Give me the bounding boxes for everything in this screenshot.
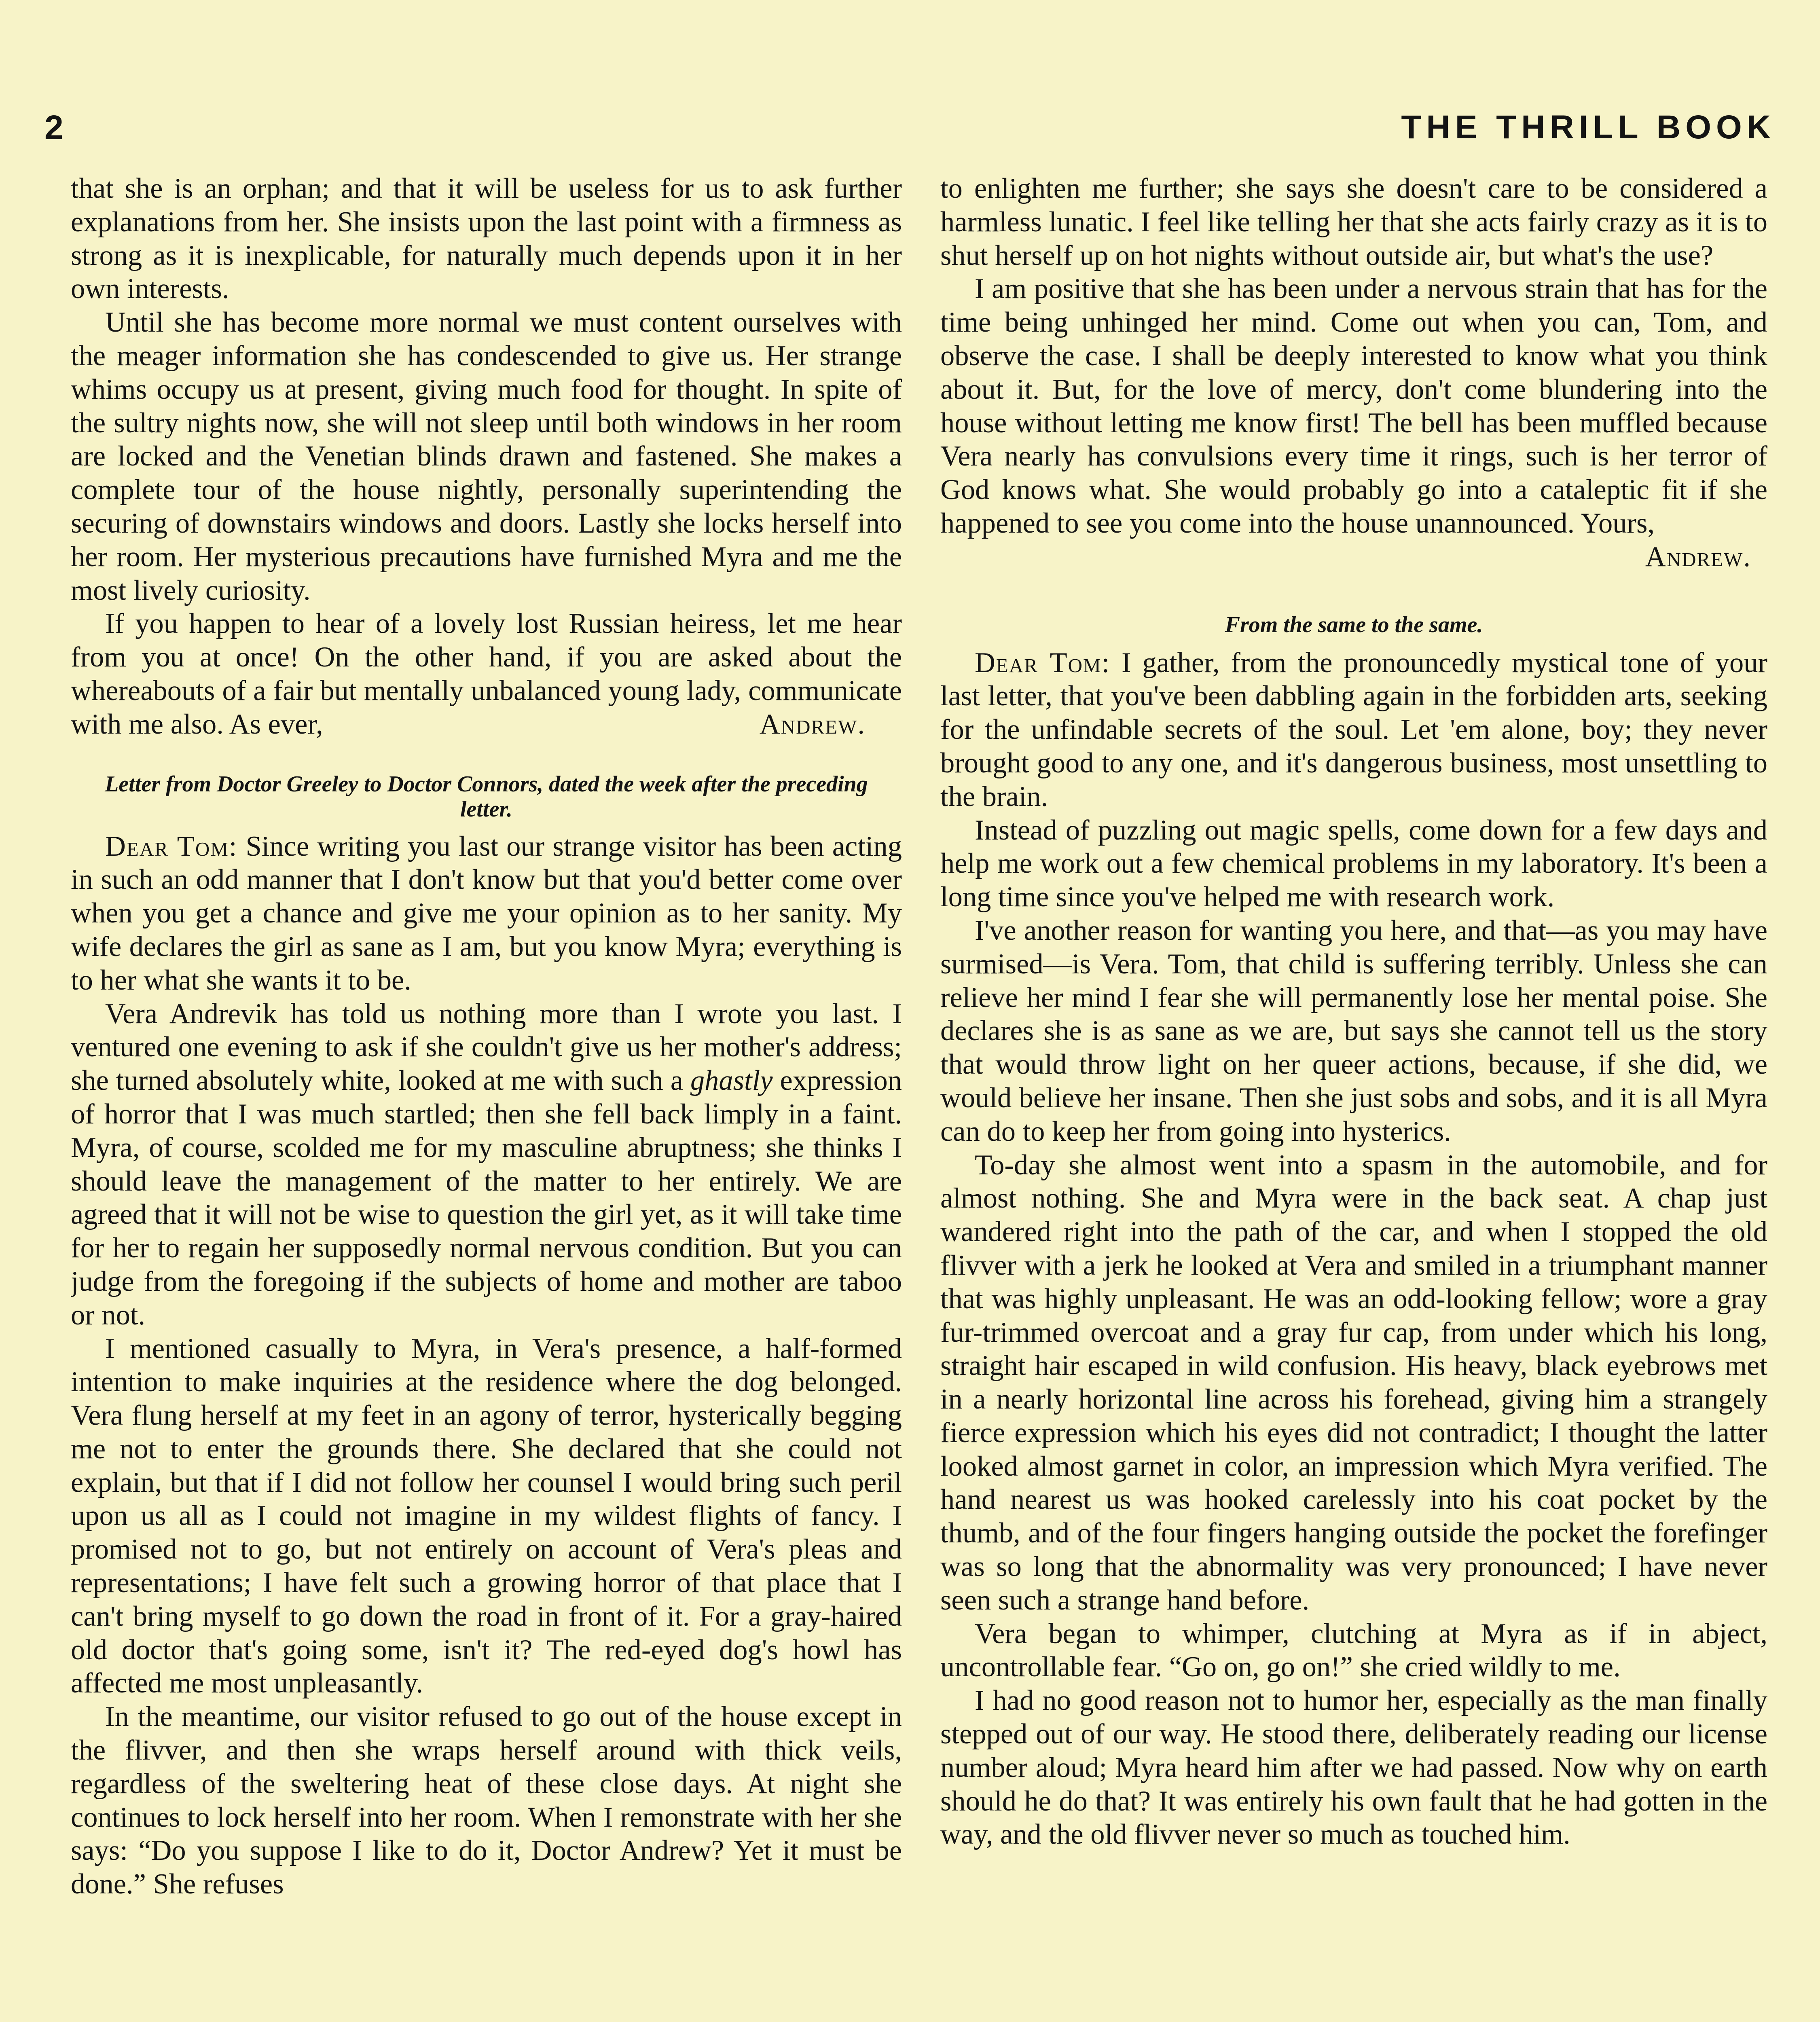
paragraph-text: If you happen to hear of a lovely lost Russian heiress, let me hear from you at once! On the other hand, if you are asked about the whereabouts of a fair but mentally unbalanced young lady, communicate with me also. As ever, <box>71 608 902 740</box>
paragraph: I mentioned casually to Myra, in Vera's presence, a half-formed intention to make inquiries at the residence where the dog belonged. Vera flung herself at my feet in an agony of terror, hysterically begging me not to enter the grounds there. She declared that she could not explain, but that if I did not follow her counsel I would bring such peril upon us all as I could not imagine in my wildest flights of fancy. I promised not to go, but not entirely on account of Vera's pleas and representations; I have felt such a growing horror of that place that I can't bring myself to go down the road in front of it. For a gray-haired old doctor that's going some, isn't it? The red-eyed dog's howl has affected me most unpleasantly. <box>71 1332 902 1699</box>
paragraph: In the meantime, our visitor refused to go out of the house except in the flivver, and then she wraps herself around with thick veils, regardless of the sweltering heat of these close days. At night she continues to lock herself into her room. When I remonstrate with her she says: “Do you suppose I like to do it, Doctor Andrew? Yet it must be done.” She refuses <box>71 1701 902 1900</box>
paragraph: I've another reason for wanting you here, and that—as you may have surmised—is Vera. Tom, that child is suffering terribly. Unless she can relieve her mind I fear she will permanently lose her mental poise. She declares she is as sane as we are, but says she cannot tell us the story that would throw light on her queer actions, because, if she did, we would believe her insane. Then she just sobs and sobs, and it is all Myra can do to keep her from going into hysterics. <box>940 914 1767 1147</box>
paragraph-text: expression of horror that I was much startled; then she fell back limply in a faint. Myra, of course, scolded me for my masculine abruptness; she thinks I should leave the management of the matter to her entirely. We are agreed that it will not be wise to question the girl yet, as it will take time for her to regain her supposedly normal nervous condition. But you can judge from the foregoing if the subjects of home and mother are taboo or not. <box>71 1065 902 1331</box>
page-header <box>44 103 1776 152</box>
emphasis-text: ghastly <box>690 1065 773 1097</box>
paragraph <box>940 272 1767 573</box>
paragraph: that she is an orphan; and that it will be useless for us to ask further explanations from her. She insists upon the last point with a firmness as strong as it is inexplicable, for naturally much depends upon it in her own interests. <box>71 173 902 305</box>
paragraph-text: Since writing you last our strange visitor has been acting in such an odd manner that I don't know but that you'd better come over when you get a chance and give me your opinion as to her sanity. My wife declares the girl as sane as I am, but you know Myra; everything is to her what she wants it to be. <box>71 830 902 996</box>
paragraph <box>940 646 1767 814</box>
paragraph: To-day she almost went into a spasm in the automobile, and for almost nothing. She and Myra were in the back seat. A chap just wandered right into the path of the car, and when I stopped the old flivver with a jerk he looked at Vera and smiled in a triumphant manner that was highly unpleasant. He was an odd-looking fellow; wore a gray fur-trimmed overcoat and a gray fur cap, from under which his long, straight hair escaped in wild confusion. His heavy, black eyebrows met in a nearly horizontal line across his forehead, giving him a strangely fierce expression which his eyes did not contradict; I thought the latter looked almost garnet in color, an impression which Myra verified. The hand nearest us was hooked carelessly into his coat pocket by the thumb, and of the four fingers hanging outside the pocket the forefinger was so long that the abnormality was very pronounced; I have never seen such a strange hand before. <box>940 1149 1767 1616</box>
paragraph: to enlighten me further; she says she doesn't care to be considered a harmless lunatic. I feel like telling her that she acts fairly crazy as it is to shut herself up on hot nights without outside air, but what's the use? <box>940 173 1767 271</box>
paragraph: I had no good reason not to humor her, especially as the man finally stepped out of our way. He stood there, deliberately reading our license number aloud; Myra heard him after we had passed. Now why on earth should he do that? It was entirely his own fault that he had gotten in the way, and the old flivver never so much as touched him. <box>940 1685 1767 1851</box>
paragraph-text: I am positive that she has been under a nervous strain that has for the time being unhinged her mind. Come out when you can, Tom, and observe the case. I shall be deeply interested to know what you think about it. But, for the love of mercy, don't come blundering into the house without letting me know first! The bell has been muffled because Vera nearly has convulsions every time it rings, such is her terror of God knows what. She would probably go into a cataleptic fit if she happened to see you come into the house unannounced. Yours, <box>940 273 1767 539</box>
paragraph-text: I gather, from the pronouncedly mystical tone of your last letter, that you've been dabbling again in the forbidden arts, seeking for the unfindable secrets of the soul. Let 'em alone, boy; they never brought good to any one, and it's dangerous business, most unsettling to the brain. <box>940 647 1767 812</box>
paragraph <box>71 830 902 997</box>
paragraph: Until she has become more normal we must content ourselves with the meager information she has condescended to give us. Her strange whims occupy us at present, giving much food for thought. In spite of the sultry nights now, she will not sleep until both windows in her room are locked and the Venetian blinds drawn and fastened. She makes a complete tour of the house nightly, personally superintending the securing of downstairs windows and doors. Lastly she locks herself into her room. Her mysterious precautions have furnished Myra and me the most lively curiosity. <box>71 307 902 606</box>
letter-heading: Letter from Doctor Greeley to Doctor Connors, dated the week after the preceding letter. <box>105 771 868 822</box>
paragraph: Instead of puzzling out magic spells, come down for a few days and help me work out a few chemical problems in my laboratory. It's been a long time since you've helped me with research work. <box>940 814 1767 913</box>
page-number: 2 <box>44 108 63 146</box>
salutation: Dear Tom: <box>105 830 238 862</box>
magazine-title: THE THRILL BOOK <box>1401 109 1776 146</box>
letter-signature: Andrew. <box>1645 541 1751 573</box>
paragraph <box>71 997 902 1332</box>
left-column <box>71 172 902 2022</box>
right-column <box>940 172 1767 2022</box>
letter-heading: From the same to the same. <box>1225 612 1483 637</box>
paragraph: Vera began to whimper, clutching at Myra as if in abject, uncontrollable fear. “Go on, go on!” she cried wildly to me. <box>940 1618 1767 1683</box>
letter-signature: Andrew. <box>759 708 866 740</box>
paragraph <box>71 607 902 741</box>
paragraph-text: Vera Andrevik has told us nothing more than I wrote you last. I ventured one evening to ask if she couldn't give us her mother's address; she turned absolutely white, looked at me with such a <box>71 998 902 1097</box>
salutation: Dear Tom: <box>975 647 1111 679</box>
